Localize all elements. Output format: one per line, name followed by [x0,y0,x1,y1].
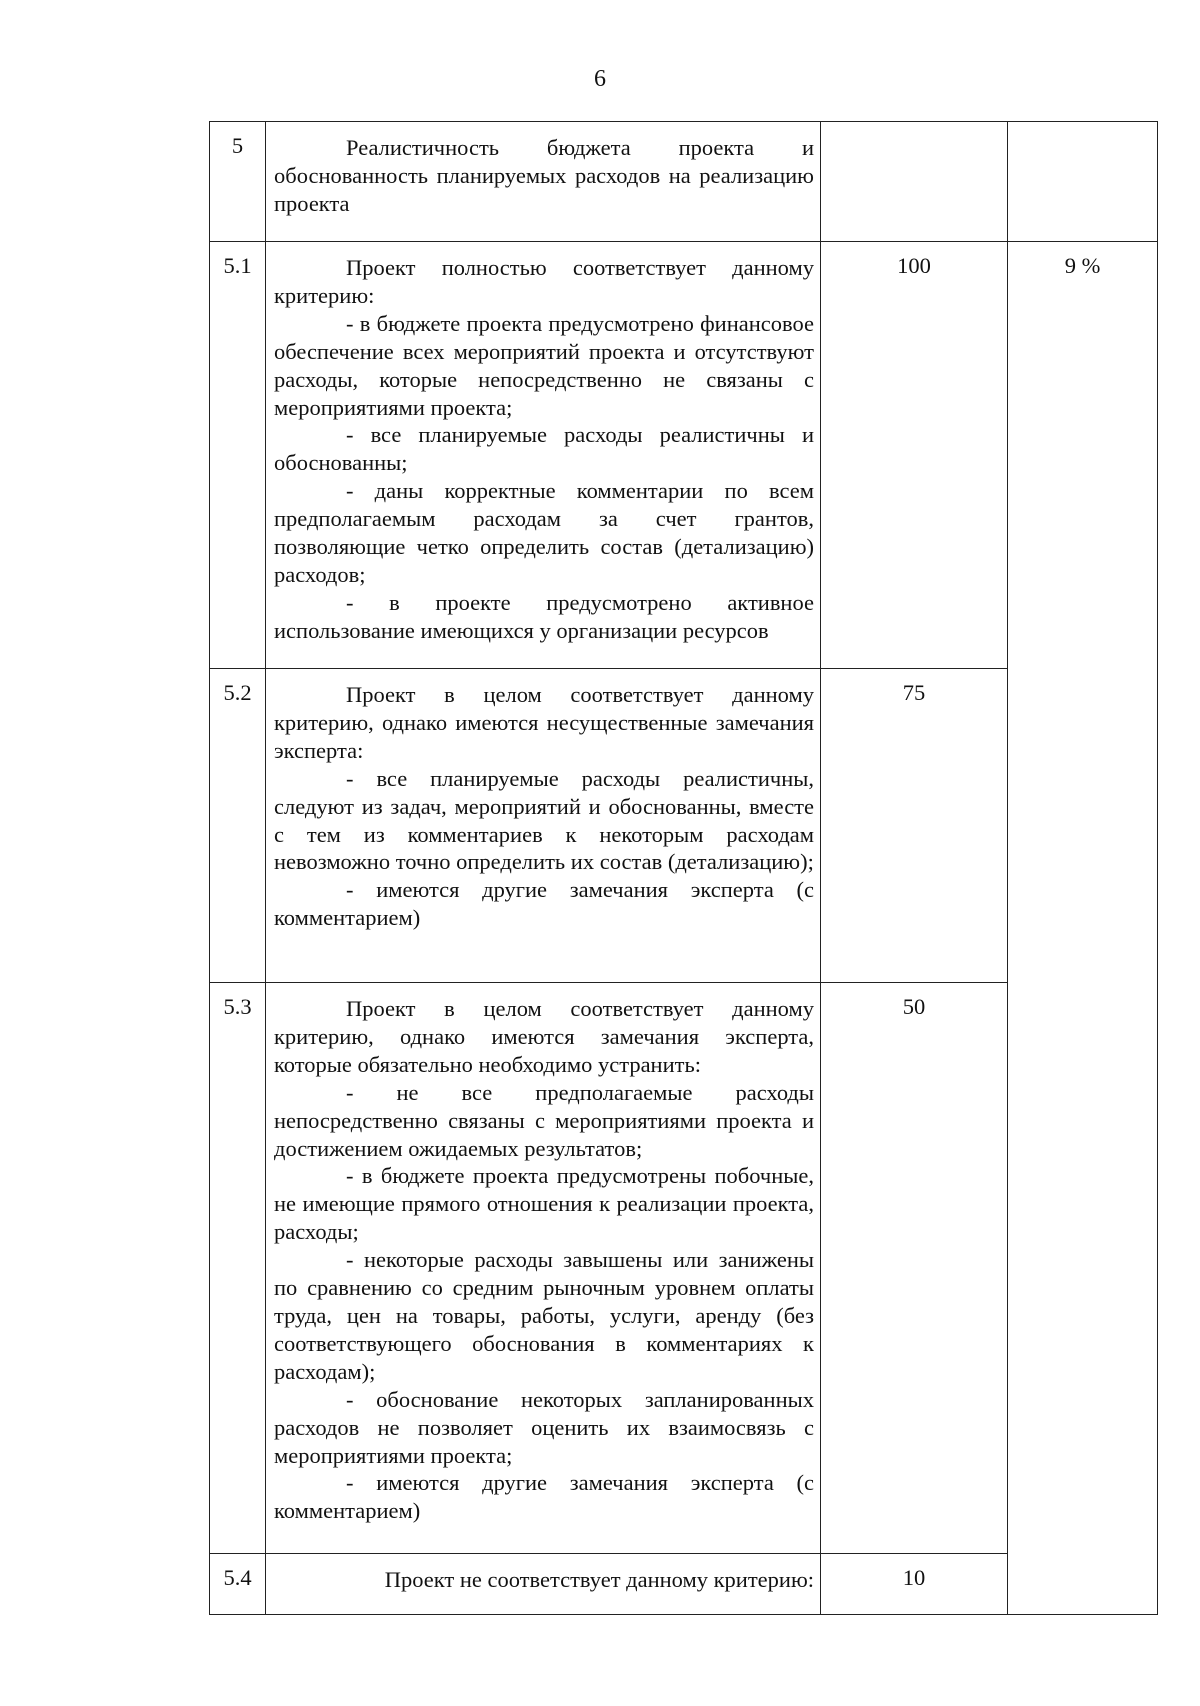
criterion-lead: Проект в целом соответствует данному критерию, однако имеются несущественные замечания эксперта: [274,682,814,763]
score-cell: 10 [821,1554,1008,1615]
criterion-number: 5.1 [210,242,266,669]
criteria-table [209,121,1158,1615]
weight-cell: 9 % [1008,242,1158,1615]
criterion-text [266,122,821,242]
weight-cell [1008,122,1158,242]
score-cell: 100 [821,242,1008,669]
criterion-text [266,669,821,983]
criterion-lead: Проект в целом соответствует данному критерию, однако имеются замечания эксперта, которые обязательно необходимо устранить: [274,996,814,1077]
criterion-text [266,242,821,669]
criterion-number: 5.3 [210,983,266,1554]
criterion-item: - некоторые расходы завышены или занижены по сравнению со средним рыночным уровнем оплаты труда, цен на товары, работы, услуги, аренду (без соответствующего обоснования в комментариях к расходам); [274,1247,814,1384]
criterion-text [266,1554,821,1615]
criterion-lead: Проект полностью соответствует данному критерию: [274,255,814,308]
criterion-item: - в проекте предусмотрено активное использование имеющихся у организации ресурсов [274,589,814,643]
criterion-item: - не все предполагаемые расходы непосредственно связаны с мероприятиями проекта и достижением ожидаемых результатов; [274,1079,814,1161]
score-cell: 75 [821,669,1008,983]
criterion-item: - все планируемые расходы реалистичны и обоснованны; [274,422,814,476]
criterion-number: 5 [210,122,266,242]
criterion-item: - имеются другие замечания эксперта (с комментарием) [274,1470,814,1524]
criterion-lead: Проект не соответствует данному критерию: [384,1567,814,1592]
criterion-item: - обоснование некоторых запланированных расходов не позволяет оценить их взаимосвязь с мероприятиями проекта; [274,1386,814,1468]
criterion-item: - даны корректные комментарии по всем предполагаемым расходам за счет грантов, позволяющие четко определить состав (детализацию) расходов; [274,478,814,587]
score-cell: 50 [821,983,1008,1554]
criterion-item: - имеются другие замечания эксперта (с комментарием) [274,877,814,931]
table-row [210,242,1158,669]
criterion-number: 5.2 [210,669,266,983]
criterion-text [266,983,821,1554]
score-cell [821,122,1008,242]
table-row [210,122,1158,242]
criterion-item: - в бюджете проекта предусмотрены побочные, не имеющие прямого отношения к реализации проекта, расходы; [274,1163,814,1245]
criterion-item: - в бюджете проекта предусмотрено финансовое обеспечение всех мероприятий проекта и отсутствуют расходы, которые непосредственно не связаны с мероприятиями проекта; [274,310,814,420]
criterion-item: - все планируемые расходы реалистичны, следуют из задач, мероприятий и обоснованны, вместе с тем из комментариев к некоторым расходам невозможно точно определить их состав (детализацию); [274,765,814,875]
page-number: 6 [594,66,606,92]
criterion-title: Реалистичность бюджета проекта и обоснованность планируемых расходов на реализацию проекта [274,135,814,216]
criterion-number: 5.4 [210,1554,266,1615]
